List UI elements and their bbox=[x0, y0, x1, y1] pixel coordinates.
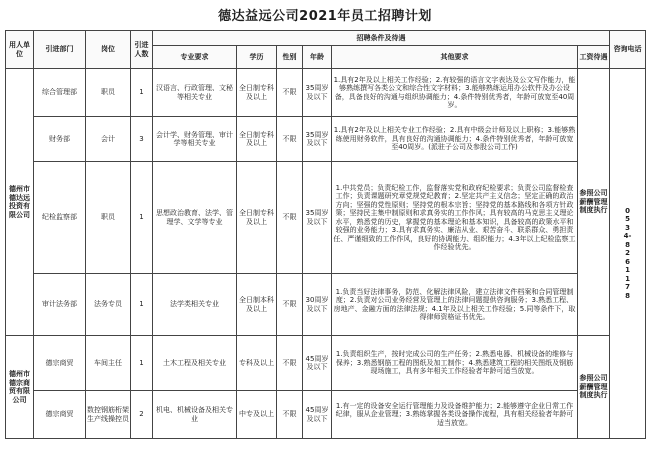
other-cell: 1.有一定的设备安全运行管理能力及设备维护能力；2.能够遵守企业日常工作纪律，服从企业管理；3.熟练掌握各类设备操作流程，具有相关经验者年龄可适当放宽。 bbox=[332, 391, 578, 439]
major-cell: 会计学、财务管理、审计学等相关专业 bbox=[153, 117, 237, 162]
count-cell: 1 bbox=[131, 274, 153, 336]
education-cell: 全日制专科及以上 bbox=[237, 69, 277, 117]
header-phone: 咨询电话 bbox=[610, 31, 646, 69]
education-cell: 全日制本科及以上 bbox=[237, 274, 277, 336]
table-row bbox=[6, 69, 646, 117]
age-cell: 30周岁及以下 bbox=[303, 274, 332, 336]
other-cell: 1.负责当好法律事务，防范、化解法律风险，建立法律文件档案和合同管理制度；2.负责对公司业务经营及管理上的法律问题提供咨询服务；3.熟悉工程、房地产、金融方面的法律法规；4.1年及以上相关工作经验；5.同等条件下，取得律师资格证书优先。 bbox=[332, 274, 578, 336]
header-position: 岗位 bbox=[86, 31, 131, 69]
header-other: 其他要求 bbox=[332, 46, 578, 69]
dept-cell: 德宗商贸 bbox=[34, 391, 86, 439]
other-cell: 1.负责组织生产，按时完成公司的生产任务；2.熟悉电器、机械设备的维修与保养；3.熟悉钢筋工程的图纸及加工制作；4.熟悉建筑工程的相关图纸及钢筋现场施工，具有多年相关工作经验者年龄可适当放宽。 bbox=[332, 336, 578, 391]
position-cell: 车间主任 bbox=[86, 336, 131, 391]
dept-cell: 审计法务部 bbox=[34, 274, 86, 336]
salary-note-1: 参照公司薪酬管理制度执行 bbox=[578, 69, 610, 336]
gender-cell: 不限 bbox=[277, 391, 303, 439]
dept-cell: 德宗商贸 bbox=[34, 336, 86, 391]
dept-cell: 综合管理部 bbox=[34, 69, 86, 117]
header-age: 年龄 bbox=[303, 46, 332, 69]
gender-cell: 不限 bbox=[277, 117, 303, 162]
other-cell: 1.具有2年及以上相关工作经验；2.有较强的语言文字表达及公文写作能力，能够熟练撰写各类公文和综合性文字材料；3.能够熟练运用办公软件及办公设备，具备良好的沟通与组织协调能力；4.条件特别优秀者，年龄可放宽至40周岁。 bbox=[332, 69, 578, 117]
dept-cell: 财务部 bbox=[34, 117, 86, 162]
table-row bbox=[6, 336, 646, 391]
count-cell: 2 bbox=[131, 391, 153, 439]
other-cell: 1.具有2年及以上相关专业工作经验；2.具有中级会计师及以上职称；3.能够熟练使用财务软件，具有良好的沟通协调能力；4.条件特别优秀者，年龄可放宽至40周岁。(派驻子公司及参股公司工作) bbox=[332, 117, 578, 162]
major-cell: 法学类相关专业 bbox=[153, 274, 237, 336]
table-row bbox=[6, 274, 646, 336]
age-cell: 35周岁及以下 bbox=[303, 117, 332, 162]
position-cell: 会计 bbox=[86, 117, 131, 162]
position-cell: 法务专员 bbox=[86, 274, 131, 336]
age-cell: 45周岁及以下 bbox=[303, 336, 332, 391]
page-title: 德达益远公司2021年员工招聘计划 bbox=[218, 9, 432, 24]
age-cell: 35周岁及以下 bbox=[303, 69, 332, 117]
education-cell: 全日制专科及以上 bbox=[237, 117, 277, 162]
header-gender: 性别 bbox=[277, 46, 303, 69]
gender-cell: 不限 bbox=[277, 336, 303, 391]
major-cell: 思想政治教育、法学、管理学、文学等专业 bbox=[153, 162, 237, 274]
age-cell: 45周岁及以下 bbox=[303, 391, 332, 439]
count-cell: 1 bbox=[131, 336, 153, 391]
header-major: 专业要求 bbox=[153, 46, 237, 69]
major-cell: 汉语言、行政管理、文秘等相关专业 bbox=[153, 69, 237, 117]
table-row bbox=[6, 117, 646, 162]
education-cell: 专科及以上 bbox=[237, 336, 277, 391]
recruitment-table bbox=[5, 30, 646, 439]
dept-cell: 纪检监察部 bbox=[34, 162, 86, 274]
position-cell: 职员 bbox=[86, 162, 131, 274]
header-salary: 工资待遇 bbox=[578, 46, 610, 69]
education-cell: 中专及以上 bbox=[237, 391, 277, 439]
gender-cell: 不限 bbox=[277, 162, 303, 274]
header-unit: 用人单位 bbox=[6, 31, 34, 69]
header-conditions: 招聘条件及待遇 bbox=[153, 31, 610, 46]
salary-note-2: 参照公司薪酬管理制度执行 bbox=[578, 336, 610, 439]
phone-number: 0534-8261178 bbox=[610, 69, 646, 439]
count-cell: 3 bbox=[131, 117, 153, 162]
unit-name-1: 德州市德达远投资有限公司 bbox=[6, 69, 34, 336]
education-cell: 全日制专科及以上 bbox=[237, 162, 277, 274]
gender-cell: 不限 bbox=[277, 274, 303, 336]
count-cell: 1 bbox=[131, 162, 153, 274]
header-dept: 引进部门 bbox=[34, 31, 86, 69]
table-row bbox=[6, 391, 646, 439]
header-education: 学历 bbox=[237, 46, 277, 69]
other-cell: 1.中共党员；负责纪检工作，监督落实党和政府纪检要求；负责公司监督检查工作；负责课题研究章党规党纪教育；2.坚定共产主义信念；坚定正确的政治方向；坚强的党性原则；坚持党的根本宗旨；坚持党的基本路线和各项方针政策；坚持民主集中制原则和求真务实的工作作风；具有较高的马克思主义理论水平，熟悉党的历史，掌握党的基本理论和基本知识，具备较高的政策水平和较强的业务能力；3.具有求真务实、廉洁从业、艰苦奋斗、联系群众、勇担责任、严谨细致的工作作风，良好的协调能力、组织能力；4.3年以上纪检监察工作经验优先。 bbox=[332, 162, 578, 274]
position-cell: 职员 bbox=[86, 69, 131, 117]
position-cell: 数控钢筋桁架生产线操控员 bbox=[86, 391, 131, 439]
gender-cell: 不限 bbox=[277, 69, 303, 117]
unit-name-2: 德州市德宗商贸有限公司 bbox=[6, 336, 34, 439]
table-row bbox=[6, 162, 646, 274]
header-count: 引进人数 bbox=[131, 31, 153, 69]
count-cell: 1 bbox=[131, 69, 153, 117]
major-cell: 机电、机械设备及相关专业 bbox=[153, 391, 237, 439]
age-cell: 35周岁及以下 bbox=[303, 162, 332, 274]
major-cell: 土木工程及相关专业 bbox=[153, 336, 237, 391]
